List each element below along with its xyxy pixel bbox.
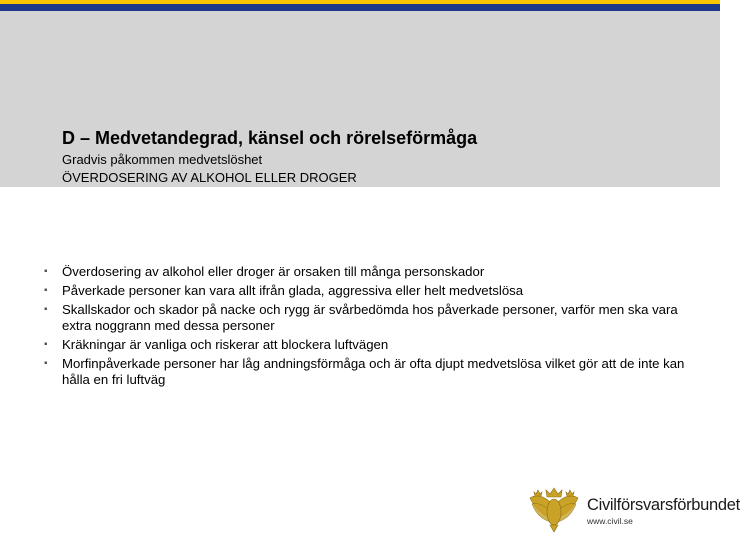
bullet-text: Kräkningar är vanliga och riskerar att blockera luftvägen [62,337,389,352]
bullet-list [44,264,694,391]
top-stripe-blue [0,4,720,11]
bullet-text: Påverkade personer kan vara allt ifrån glada, aggressiva eller helt medvetslösa [62,283,524,298]
bullet-marker: ▪ [44,358,48,369]
bullet-marker: ▪ [44,285,48,296]
bullet-marker: ▪ [44,304,48,315]
bullet-text: Morfinpåverkade personer har låg andningsförmåga och är ofta djupt medvetslösa vilket gör att de inte kan hålla en fri luftväg [62,356,685,387]
slide-subtitle-2: ÖVERDOSERING AV ALKOHOL ELLER DROGER [62,170,357,185]
bullet-item [44,337,694,353]
bullet-item [44,302,694,334]
bullet-item [44,264,694,280]
slide-subtitle-1: Gradvis påkommen medvetslöshet [62,152,263,167]
logo-url: www.civil.se [587,516,633,526]
slide-title: D – Medvetandegrad, känsel och rörelseförmåga [62,128,478,148]
bullet-item [44,356,694,388]
bullet-item [44,283,694,299]
bullet-marker: ▪ [44,266,48,277]
bullet-marker: ▪ [44,339,48,350]
bullet-text: Skallskador och skador på nacke och rygg är svårbedömda hos påverkade personer, varför men ska vara extra noggrann med dessa personer [62,302,678,333]
bullet-text: Överdosering av alkohol eller droger är orsaken till många personskador [62,264,485,279]
logo-wordmark: Civilförsvarsförbundet [587,496,740,514]
